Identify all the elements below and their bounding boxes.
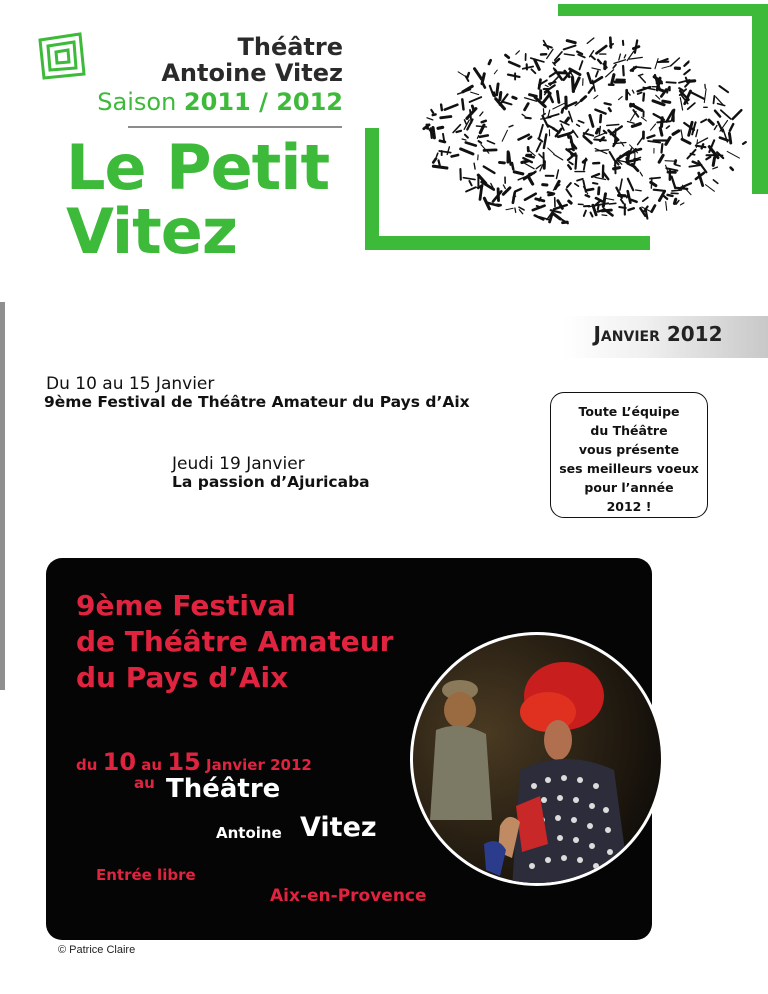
ink-splatter-artwork [418, 34, 754, 230]
ink-stroke [529, 137, 532, 139]
ink-stroke [628, 191, 631, 203]
ink-stroke [471, 92, 479, 95]
ink-stroke [743, 142, 746, 144]
ink-stroke [704, 89, 706, 103]
poster-antoine: Antoine [216, 824, 282, 842]
ink-stroke [635, 40, 637, 52]
ink-stroke [457, 131, 462, 132]
ink-stroke [562, 109, 563, 112]
ink-stroke [604, 173, 609, 179]
ink-stroke [598, 60, 601, 63]
ink-stroke [675, 165, 680, 166]
ink-stroke [506, 55, 509, 58]
ink-stroke [643, 198, 648, 202]
event-title: 9ème Festival de Théâtre Amateur du Pays d’Aix [44, 393, 470, 411]
ink-stroke [593, 183, 597, 184]
ink-stroke [610, 152, 615, 160]
ink-stroke [609, 108, 611, 111]
ink-stroke [531, 69, 535, 73]
ink-stroke [689, 165, 701, 167]
ink-stroke [729, 133, 730, 143]
header-divider [128, 126, 342, 128]
ink-stroke [697, 138, 708, 144]
poster-month-year: Janvier 2012 [205, 756, 312, 774]
ink-stroke [682, 139, 690, 143]
ink-stroke [469, 181, 471, 185]
ink-stroke [599, 188, 600, 194]
ink-stroke [573, 78, 574, 92]
green-frame-top [558, 4, 768, 16]
ink-stroke [636, 190, 642, 191]
ink-stroke [526, 156, 533, 158]
ink-stroke [609, 203, 615, 204]
ink-stroke [539, 125, 543, 137]
ink-stroke [549, 195, 553, 196]
ink-stroke [509, 125, 513, 127]
ink-stroke [655, 59, 658, 69]
ink-stroke [502, 130, 507, 141]
ink-stroke [719, 86, 728, 92]
ink-stroke [497, 84, 498, 95]
ink-stroke [514, 172, 523, 174]
ink-stroke [656, 95, 660, 99]
poster-theatre: Théâtre [166, 774, 281, 804]
ink-stroke [452, 155, 459, 157]
green-frame-bottom [365, 236, 650, 250]
ink-stroke [621, 200, 624, 204]
ink-stroke [688, 103, 695, 109]
ink-stroke [662, 144, 663, 152]
poster-au: au [141, 756, 163, 774]
ink-stroke [713, 180, 717, 184]
ink-stroke [673, 131, 679, 134]
ink-stroke [666, 168, 677, 170]
ink-stroke [566, 118, 569, 121]
ink-stroke [588, 73, 591, 83]
ink-stroke [602, 215, 607, 216]
ink-stroke [643, 94, 644, 101]
ink-stroke [555, 181, 559, 188]
poster-title [76, 588, 394, 696]
ink-stroke [525, 104, 529, 110]
ink-stroke [628, 122, 635, 124]
greeting-line: ses meilleurs voeux [559, 461, 699, 476]
ink-stroke [441, 105, 442, 111]
ink-stroke [542, 114, 545, 116]
ink-stroke [563, 222, 568, 223]
ink-stroke [480, 112, 483, 116]
ink-stroke [687, 81, 694, 82]
ink-stroke [462, 99, 463, 109]
ink-stroke [427, 118, 433, 120]
ink-stroke [537, 143, 541, 151]
ink-stroke [474, 163, 475, 169]
ink-stroke [431, 110, 433, 113]
ink-stroke [566, 189, 571, 196]
ink-stroke [638, 67, 651, 68]
greeting-line: du Théâtre [590, 423, 668, 438]
ink-stroke [620, 179, 622, 190]
ink-stroke [554, 154, 563, 160]
ink-stroke [575, 184, 579, 187]
poster-dates [76, 748, 312, 776]
ink-stroke [730, 124, 733, 131]
ink-stroke [692, 93, 705, 99]
ink-stroke [569, 111, 573, 121]
ink-stroke [721, 110, 731, 119]
ink-stroke [584, 137, 592, 144]
ink-stroke [461, 149, 473, 154]
poster-title-line3: du Pays d’Aix [76, 661, 289, 694]
ink-stroke [502, 102, 512, 105]
ink-stroke [490, 86, 494, 96]
newsletter-title-line2: Vitez [66, 195, 237, 268]
month-name: Janvier [593, 322, 660, 346]
ink-stroke [619, 207, 626, 208]
ink-stroke [619, 97, 623, 100]
ink-stroke [595, 177, 606, 179]
ink-stroke [698, 161, 706, 172]
ink-stroke [646, 210, 648, 218]
theatre-logo-icon [36, 30, 88, 82]
ink-stroke [433, 166, 447, 168]
ink-stroke [713, 167, 718, 169]
ink-stroke [557, 91, 559, 102]
ink-stroke [592, 174, 599, 177]
ink-stroke [447, 147, 449, 155]
ink-stroke [433, 114, 436, 115]
ink-stroke [445, 105, 458, 110]
ink-stroke [526, 118, 531, 119]
ink-stroke [633, 67, 634, 71]
greeting-text [550, 402, 708, 516]
ink-stroke [466, 187, 476, 191]
ink-stroke [632, 124, 640, 127]
poster-title-line1: 9ème Festival [76, 589, 296, 622]
ink-stroke [465, 135, 468, 138]
ink-stroke [500, 162, 505, 163]
ink-stroke [500, 93, 501, 100]
green-frame-right [752, 4, 768, 194]
ink-stroke [557, 170, 559, 179]
ink-stroke [681, 203, 684, 205]
ink-stroke [545, 85, 548, 87]
ink-stroke [433, 128, 434, 138]
ink-stroke [628, 179, 633, 190]
ink-stroke [477, 136, 478, 139]
ink-stroke [668, 195, 673, 196]
ink-stroke [475, 69, 482, 79]
ink-stroke [613, 65, 616, 68]
ink-stroke [512, 163, 513, 169]
poster-vitez: Vitez [300, 812, 377, 843]
ink-stroke [576, 155, 577, 168]
newsletter-title-line1: Le Petit [66, 131, 330, 204]
ink-stroke [568, 134, 569, 137]
ink-stroke [553, 214, 560, 219]
ink-stroke [631, 104, 642, 110]
ink-stroke [590, 115, 593, 126]
ink-stroke [691, 154, 695, 155]
ink-stroke [463, 178, 475, 180]
ink-stroke [503, 185, 505, 189]
ink-stroke [494, 70, 497, 74]
ink-stroke [465, 120, 467, 124]
ink-stroke [638, 93, 642, 95]
ink-stroke [466, 143, 476, 146]
ink-stroke [441, 117, 451, 118]
ink-stroke [538, 139, 542, 142]
ink-stroke [584, 211, 586, 216]
ink-stroke [680, 98, 682, 110]
ink-stroke [671, 58, 680, 66]
ink-stroke [657, 121, 670, 122]
ink-stroke [696, 146, 706, 148]
ink-stroke [513, 193, 515, 203]
ink-stroke [506, 208, 513, 210]
theatre-name-line2: Antoine Vitez [161, 59, 343, 87]
ink-stroke [483, 84, 485, 88]
ink-stroke [438, 127, 443, 128]
ink-stroke [693, 162, 699, 164]
ink-stroke [519, 210, 522, 214]
ink-stroke [543, 109, 544, 115]
ink-stroke [480, 187, 482, 200]
ink-stroke [567, 41, 575, 43]
ink-stroke [628, 152, 630, 163]
ink-stroke [555, 70, 562, 80]
ink-stroke [664, 196, 667, 199]
ink-stroke [519, 135, 529, 140]
ink-stroke [587, 38, 594, 43]
ink-stroke [564, 46, 576, 50]
ink-stroke [702, 144, 704, 148]
ink-stroke [489, 60, 491, 64]
ink-stroke [666, 138, 670, 145]
ink-stroke [624, 55, 625, 58]
ink-stroke [433, 159, 436, 163]
ink-stroke [663, 101, 670, 102]
ink-stroke [431, 128, 432, 138]
season-word: Saison [97, 88, 177, 116]
ink-stroke [706, 157, 710, 160]
ink-stroke [667, 82, 676, 83]
season-years: 2011 / 2012 [183, 88, 343, 116]
ink-stroke [578, 121, 583, 123]
ink-stroke [652, 206, 655, 212]
ink-stroke [479, 141, 482, 143]
ink-stroke [503, 188, 510, 195]
month-banner-text [563, 322, 753, 346]
ink-stroke [439, 160, 440, 165]
ink-stroke [597, 129, 599, 133]
ink-stroke [662, 66, 671, 69]
ink-stroke [564, 54, 574, 55]
ink-stroke [706, 185, 715, 192]
ink-stroke [462, 139, 466, 140]
ink-stroke [573, 130, 578, 137]
ink-stroke [701, 120, 706, 123]
ink-stroke [513, 97, 516, 98]
ink-stroke [675, 199, 676, 203]
ink-stroke [602, 210, 611, 211]
ink-stroke [614, 60, 626, 64]
greeting-line: pour l’année [584, 480, 674, 495]
ink-stroke [547, 49, 553, 58]
actor-photo [408, 630, 666, 888]
ink-stroke [569, 201, 571, 203]
ink-stroke [536, 165, 541, 169]
ink-stroke [650, 178, 660, 179]
ink-stroke [632, 90, 634, 93]
ink-stroke [660, 90, 664, 91]
ink-stroke [443, 134, 444, 142]
poster-title-line2: de Théâtre Amateur [76, 625, 394, 658]
ink-stroke [594, 96, 598, 99]
ink-stroke [648, 136, 655, 138]
ink-stroke [597, 46, 607, 53]
ink-stroke [482, 121, 486, 122]
ink-stroke [591, 213, 593, 217]
ink-stroke [709, 120, 713, 124]
ink-stroke [714, 126, 717, 130]
ink-stroke [672, 177, 676, 188]
ink-stroke [525, 194, 536, 200]
ink-stroke [592, 68, 600, 70]
event-date: Du 10 au 15 Janvier [46, 374, 215, 394]
event-title: La passion d’Ajuricaba [172, 473, 370, 491]
ink-stroke [605, 103, 611, 104]
photo-credit: © Patrice Claire [58, 944, 136, 956]
ink-stroke [596, 71, 598, 77]
ink-stroke [577, 125, 580, 127]
ink-stroke [619, 54, 621, 60]
ink-stroke [629, 208, 634, 210]
ink-stroke [612, 75, 614, 83]
ink-stroke [437, 153, 438, 156]
ink-stroke [515, 208, 516, 212]
ink-stroke [681, 130, 683, 139]
ink-stroke [515, 189, 521, 192]
ink-stroke [467, 73, 469, 78]
ink-stroke [640, 172, 642, 176]
ink-stroke [639, 74, 643, 75]
ink-stroke [667, 126, 670, 128]
ink-stroke [470, 97, 482, 102]
ink-stroke [665, 161, 674, 162]
poster-end-day: 15 [167, 748, 201, 776]
ink-stroke [586, 189, 593, 190]
poster-au2: au [134, 774, 155, 792]
ink-stroke [580, 61, 583, 69]
ink-stroke [727, 151, 739, 158]
ink-stroke [733, 110, 742, 119]
event-date: Jeudi 19 Janvier [172, 454, 305, 474]
ink-stroke [660, 128, 662, 135]
ink-stroke [548, 148, 554, 154]
ink-stroke [586, 195, 589, 196]
ink-stroke [659, 155, 663, 162]
ink-stroke [592, 56, 595, 59]
ink-stroke [654, 190, 663, 191]
ink-stroke [672, 190, 682, 191]
ink-stroke [631, 200, 637, 202]
ink-stroke [731, 168, 733, 170]
green-frame-left [365, 128, 379, 250]
ink-stroke [487, 141, 494, 144]
ink-stroke [569, 162, 573, 164]
ink-stroke [607, 125, 619, 126]
ink-stroke [536, 199, 544, 201]
month-year: 2012 [666, 322, 723, 346]
poster-city: Aix-en-Provence [270, 886, 427, 906]
poster-entry: Entrée libre [96, 866, 196, 884]
ink-stroke [568, 165, 571, 169]
poster-du: du [76, 756, 98, 774]
ink-stroke [544, 45, 552, 48]
ink-stroke [629, 57, 642, 59]
ink-stroke [516, 51, 520, 55]
ink-stroke [567, 183, 571, 187]
greeting-line: vous présente [578, 442, 680, 457]
ink-stroke [713, 158, 714, 166]
ink-stroke [600, 115, 601, 122]
season-label [97, 88, 343, 116]
greeting-line: 2012 ! [606, 499, 652, 514]
ink-stroke [638, 136, 644, 145]
newsletter-title [66, 131, 330, 268]
ink-stroke [684, 62, 688, 66]
ink-stroke [640, 77, 645, 83]
ink-stroke [528, 176, 533, 184]
theatre-name-line1: Théâtre [237, 33, 343, 61]
ink-stroke [535, 60, 539, 69]
ink-stroke [715, 111, 720, 117]
ink-stroke [684, 70, 690, 75]
greeting-line: Toute L’équipe [578, 404, 680, 419]
ink-stroke [651, 124, 656, 130]
ink-stroke [458, 72, 466, 77]
ink-stroke [714, 96, 715, 103]
ink-stroke [623, 66, 624, 75]
poster-start-day: 10 [102, 748, 137, 776]
ink-stroke [508, 75, 520, 77]
ink-stroke [531, 58, 544, 62]
ink-stroke [595, 110, 605, 114]
ink-stroke [583, 181, 586, 192]
ink-stroke [599, 127, 600, 135]
ink-stroke [641, 117, 646, 121]
ink-stroke [484, 167, 495, 174]
ink-stroke [480, 135, 488, 137]
ink-stroke [509, 62, 519, 66]
left-edge-bar [0, 302, 5, 690]
ink-stroke [522, 114, 525, 116]
ink-stroke [549, 82, 555, 84]
ink-stroke [589, 87, 593, 93]
ink-stroke [696, 130, 698, 137]
ink-stroke [593, 77, 602, 83]
ink-stroke [666, 202, 667, 211]
ink-stroke [577, 179, 583, 181]
